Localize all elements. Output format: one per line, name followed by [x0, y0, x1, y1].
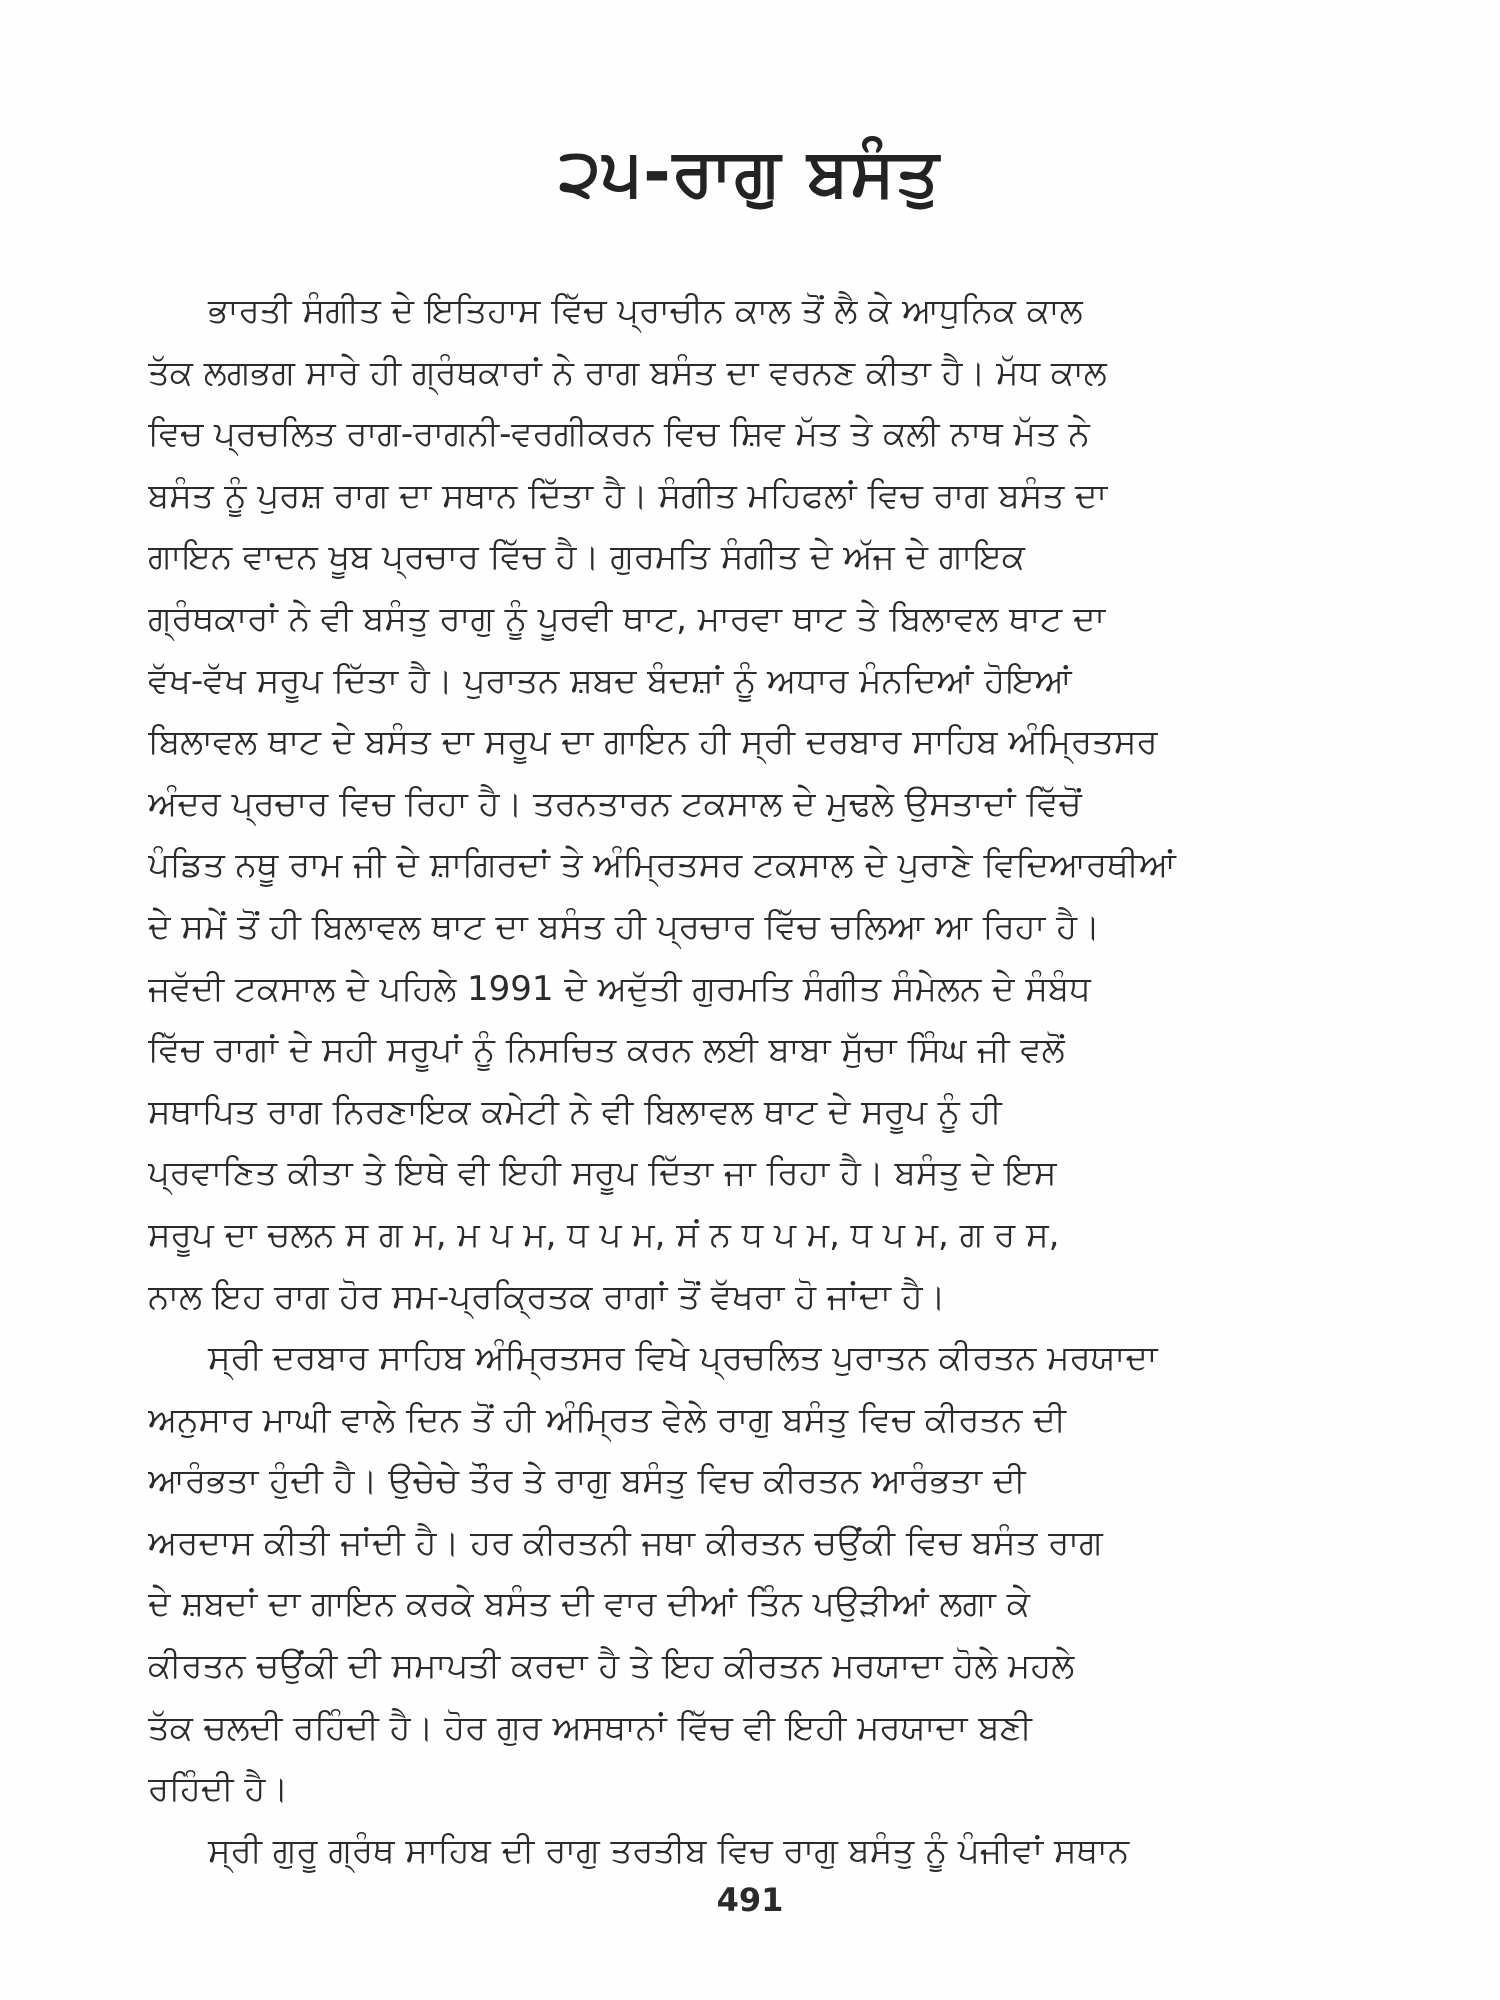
text-line: ਗ੍ਰੰਥਕਾਰਾਂ ਨੇ ਵੀ ਬਸੰਤੁ ਰਾਗੁ ਨੂੰ ਪੂਰਵੀ ਥਾਟ, ਮਾਰਵਾ ਥਾਟ ਤੇ ਬਿਲਾਵਲ ਥਾਟ ਦਾ [148, 598, 1106, 639]
body-text [148, 281, 1348, 1882]
text-line: ਅੰਦਰ ਪ੍ਰਚਾਰ ਵਿਚ ਰਿਹਾ ਹੈ। ਤਰਨਤਾਰਨ ਟਕਸਾਲ ਦੇ ਮੁਢਲੇ ਉਸਤਾਦਾਂ ਵਿੱਚੋਂ [148, 783, 1082, 824]
text-line: ਤੱਕ ਚਲਦੀ ਰਹਿੰਦੀ ਹੈ। ਹੋਰ ਗੁਰ ਅਸਥਾਨਾਂ ਵਿੱਚ ਵੀ ਇਹੀ ਮਰਯਾਦਾ ਬਣੀ [148, 1707, 1032, 1748]
paragraph-2 [148, 1328, 1348, 1821]
text-line: ਸ੍ਰੀ ਦਰਬਾਰ ਸਾਹਿਬ ਅੰਮ੍ਰਿਤਸਰ ਵਿਖੇ ਪ੍ਰਚਲਿਤ ਪੁਰਾਤਨ ਕੀਰਤਨ ਮਰਯਾਦਾ [208, 1338, 1158, 1379]
text-line: ਭਾਰਤੀ ਸੰਗੀਤ ਦੇ ਇਤਿਹਾਸ ਵਿੱਚ ਪ੍ਰਾਚੀਨ ਕਾਲ ਤੋਂ ਲੈ ਕੇ ਆਧੁਨਿਕ ਕਾਲ [208, 291, 1083, 331]
text-line: ਗਾਇਨ ਵਾਦਨ ਖੂਬ ਪ੍ਰਚਾਰ ਵਿੱਚ ਹੈ। ਗੁਰਮਤਿ ਸੰਗੀਤ ਦੇ ਅੱਜ ਦੇ ਗਾਇਕ [148, 537, 1025, 578]
text-line: ਦੇ ਸ਼ਬਦਾਂ ਦਾ ਗਾਇਨ ਕਰਕੇ ਬਸੰਤ ਦੀ ਵਾਰ ਦੀਆਂ ਤਿੰਨ ਪਉੜੀਆਂ ਲਗਾ ਕੇ [148, 1584, 1030, 1625]
text-line: ਤੱਕ ਲਗਭਗ ਸਾਰੇ ਹੀ ਗ੍ਰੰਥਕਾਰਾਂ ਨੇ ਰਾਗ ਬਸੰਤ ਦਾ ਵਰਨਣ ਕੀਤਾ ਹੈ। ਮੱਧ ਕਾਲ [148, 352, 1107, 393]
text-line: ਰਹਿੰਦੀ ਹੈ। [148, 1769, 289, 1810]
paragraph-3 [148, 1821, 1348, 1883]
chapter-title: ੨੫-ਰਾਗੁ ਬਸੰਤੁ [559, 134, 941, 211]
page-number: 491 [716, 1881, 784, 1919]
text-line: ਪੰਡਿਤ ਨਥੂ ਰਾਮ ਜੀ ਦੇ ਸ਼ਾਗਿਰਦਾਂ ਤੇ ਅੰਮ੍ਰਿਤਸਰ ਟਕਸਾਲ ਦੇ ਪੁਰਾਣੇ ਵਿਦਿਆਰਥੀਆਂ [148, 845, 1176, 886]
text-line: ਬਸੰਤ ਨੂੰ ਪੁਰਸ਼ ਰਾਗ ਦਾ ਸਥਾਨ ਦਿੱਤਾ ਹੈ। ਸੰਗੀਤ ਮਹਿਫਲਾਂ ਵਿਚ ਰਾਗ ਬਸੰਤ ਦਾ [148, 475, 1108, 516]
text-line: ਦੇ ਸਮੇਂ ਤੋਂ ਹੀ ਬਿਲਾਵਲ ਥਾਟ ਦਾ ਬਸੰਤ ਹੀ ਪ੍ਰਚਾਰ ਵਿੱਚ ਚਲਿਆ ਆ ਰਿਹਾ ਹੈ। [148, 906, 1101, 947]
text-line: ਕੀਰਤਨ ਚਉਂਕੀ ਦੀ ਸਮਾਪਤੀ ਕਰਦਾ ਹੈ ਤੇ ਇਹ ਕੀਰਤਨ ਮਰਯਾਦਾ ਹੋਲੇ ਮਹਲੇ [148, 1646, 1075, 1687]
text-line: ਨਾਲ ਇਹ ਰਾਗ ਹੋਰ ਸਮ-ਪ੍ਰਕ੍ਰਿਤਕ ਰਾਗਾਂ ਤੋਂ ਵੱਖਰਾ ਹੋ ਜਾਂਦਾ ਹੈ। [148, 1276, 946, 1317]
text-line: ਅਰਦਾਸ ਕੀਤੀ ਜਾਂਦੀ ਹੈ। ਹਰ ਕੀਰਤਨੀ ਜਥਾ ਕੀਰਤਨ ਚਉਂਕੀ ਵਿਚ ਬਸੰਤ ਰਾਗ [148, 1522, 1103, 1563]
text-line: ਅਨੁਸਾਰ ਮਾਘੀ ਵਾਲੇ ਦਿਨ ਤੋਂ ਹੀ ਅੰਮ੍ਰਿਤ ਵੇਲੇ ਰਾਗੁ ਬਸੰਤੁ ਵਿਚ ਕੀਰਤਨ ਦੀ [148, 1399, 1066, 1440]
paragraph-1 [148, 281, 1348, 1328]
text-line: ਪ੍ਰਵਾਣਿਤ ਕੀਤਾ ਤੇ ਇਥੇ ਵੀ ਇਹੀ ਸਰੂਪ ਦਿੱਤਾ ਜਾ ਰਿਹਾ ਹੈ। ਬਸੰਤੁ ਦੇ ਇਸ [148, 1153, 1057, 1194]
text-line: ਵਿਚ ਪ੍ਰਚਲਿਤ ਰਾਗ-ਰਾਗਨੀ-ਵਰਗੀਕਰਨ ਵਿਚ ਸ਼ਿਵ ਮੱਤ ਤੇ ਕਲੀ ਨਾਥ ਮੱਤ ਨੇ [148, 414, 1090, 455]
text-line: ਬਿਲਾਵਲ ਥਾਟ ਦੇ ਬਸੰਤ ਦਾ ਸਰੂਪ ਦਾ ਗਾਇਨ ਹੀ ਸ੍ਰੀ ਦਰਬਾਰ ਸਾਹਿਬ ਅੰਮ੍ਰਿਤਸਰ [148, 722, 1158, 763]
text-line: ਸ੍ਰੀ ਗੁਰੂ ਗ੍ਰੰਥ ਸਾਹਿਬ ਦੀ ਰਾਗੁ ਤਰਤੀਬ ਵਿਚ ਰਾਗੁ ਬਸੰਤੁ ਨੂੰ ਪੰਜੀਵਾਂ ਸਥਾਨ [208, 1830, 1130, 1871]
text-line: ਵਿੱਚ ਰਾਗਾਂ ਦੇ ਸਹੀ ਸਰੂਪਾਂ ਨੂੰ ਨਿਸਚਿਤ ਕਰਨ ਲਈ ਬਾਬਾ ਸੁੱਚਾ ਸਿੰਘ ਜੀ ਵਲੋਂ [148, 1030, 1065, 1071]
text-line: ਸਥਾਪਿਤ ਰਾਗ ਨਿਰਣਾਇਕ ਕਮੇਟੀ ਨੇ ਵੀ ਬਿਲਾਵਲ ਥਾਟ ਦੇ ਸਰੂਪ ਨੂੰ ਹੀ [148, 1091, 1002, 1132]
text-line: ਵੱਖ-ਵੱਖ ਸਰੂਪ ਦਿੱਤਾ ਹੈ। ਪੁਰਾਤਨ ਸ਼ਬਦ ਬੰਦਸ਼ਾਂ ਨੂੰ ਅਧਾਰ ਮੰਨਦਿਆਂ ਹੋਇਆਂ [148, 660, 1072, 701]
text-line: ਜਵੱਦੀ ਟਕਸਾਲ ਦੇ ਪਹਿਲੇ 1991 ਦੇ ਅਦੁੱਤੀ ਗੁਰਮਤਿ ਸੰਗੀਤ ਸੰਮੇਲਨ ਦੇ ਸੰਬੰਧ [148, 968, 1091, 1009]
text-line: ਸਰੂਪ ਦਾ ਚਲਨ ਸ ਗ ਮ, ਮ ਪ ਮ, ਧ ਪ ਮ, ਸਂ ਨ ਧ ਪ ਮ, ਧ ਪ ਮ, ਗ ਰ ਸ, [148, 1214, 1060, 1255]
text-line: ਆਰੰਭਤਾ ਹੁੰਦੀ ਹੈ। ਉਚੇਚੇ ਤੌਰ ਤੇ ਰਾਗੁ ਬਸੰਤੁ ਵਿਚ ਕੀਰਤਨ ਆਰੰਭਤਾ ਦੀ [148, 1461, 1026, 1502]
